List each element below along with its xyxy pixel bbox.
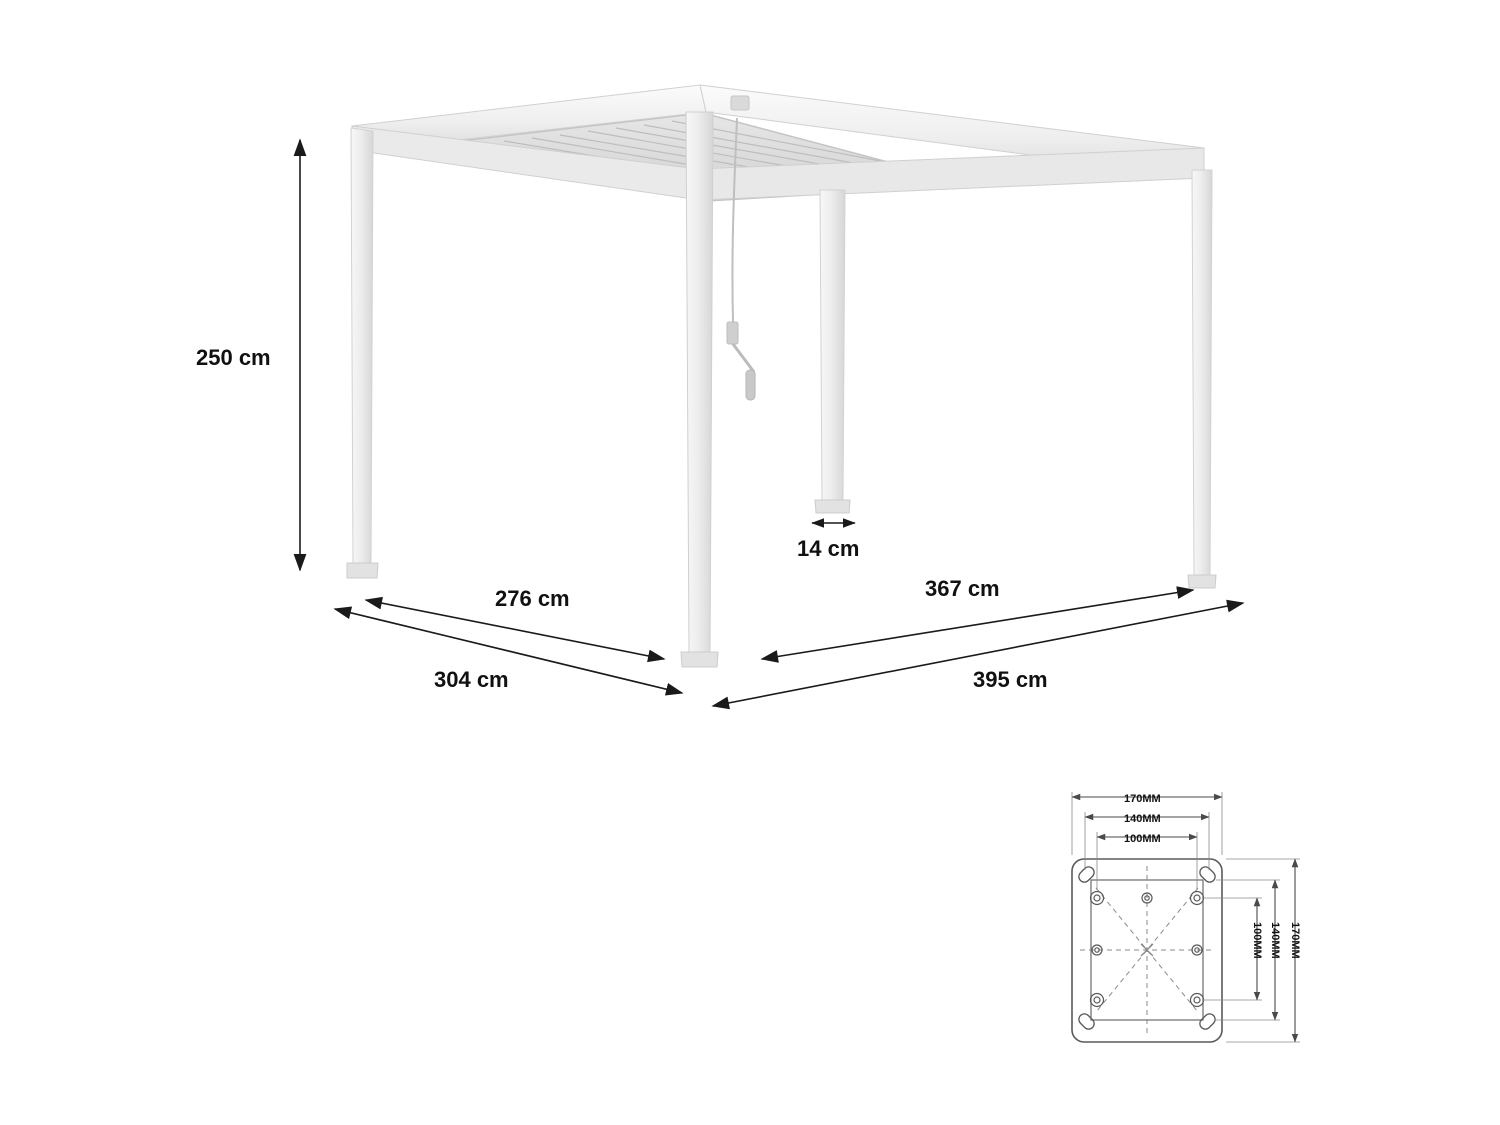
- label-plate-170-top: 170MM: [1124, 793, 1161, 805]
- post-front: [686, 112, 713, 652]
- post-middle-back-foot: [815, 500, 850, 513]
- label-height: 250 cm: [196, 345, 271, 370]
- label-depth-outer: 304 cm: [434, 667, 509, 692]
- post-front-foot: [681, 652, 718, 667]
- label-depth-inner: 276 cm: [495, 586, 570, 611]
- label-plate-140-right: 140MM: [1269, 922, 1281, 959]
- label-plate-140-top: 140MM: [1124, 813, 1161, 825]
- label-post-width: 14 cm: [797, 536, 860, 561]
- label-width-inner: 367 cm: [925, 576, 1000, 601]
- base-plate-detail: [1072, 792, 1300, 1042]
- label-width-outer: 395 cm: [973, 667, 1048, 692]
- dimension-lines: [300, 140, 1243, 706]
- post-right: [1192, 170, 1212, 575]
- label-plate-100-right: 100MM: [1251, 922, 1263, 959]
- post-left: [351, 128, 373, 565]
- post-left-foot: [347, 563, 378, 578]
- post-middle-back: [820, 190, 845, 500]
- label-plate-100-top: 100MM: [1124, 833, 1161, 845]
- post-right-foot: [1188, 575, 1216, 588]
- label-plate-170-right: 170MM: [1289, 922, 1301, 959]
